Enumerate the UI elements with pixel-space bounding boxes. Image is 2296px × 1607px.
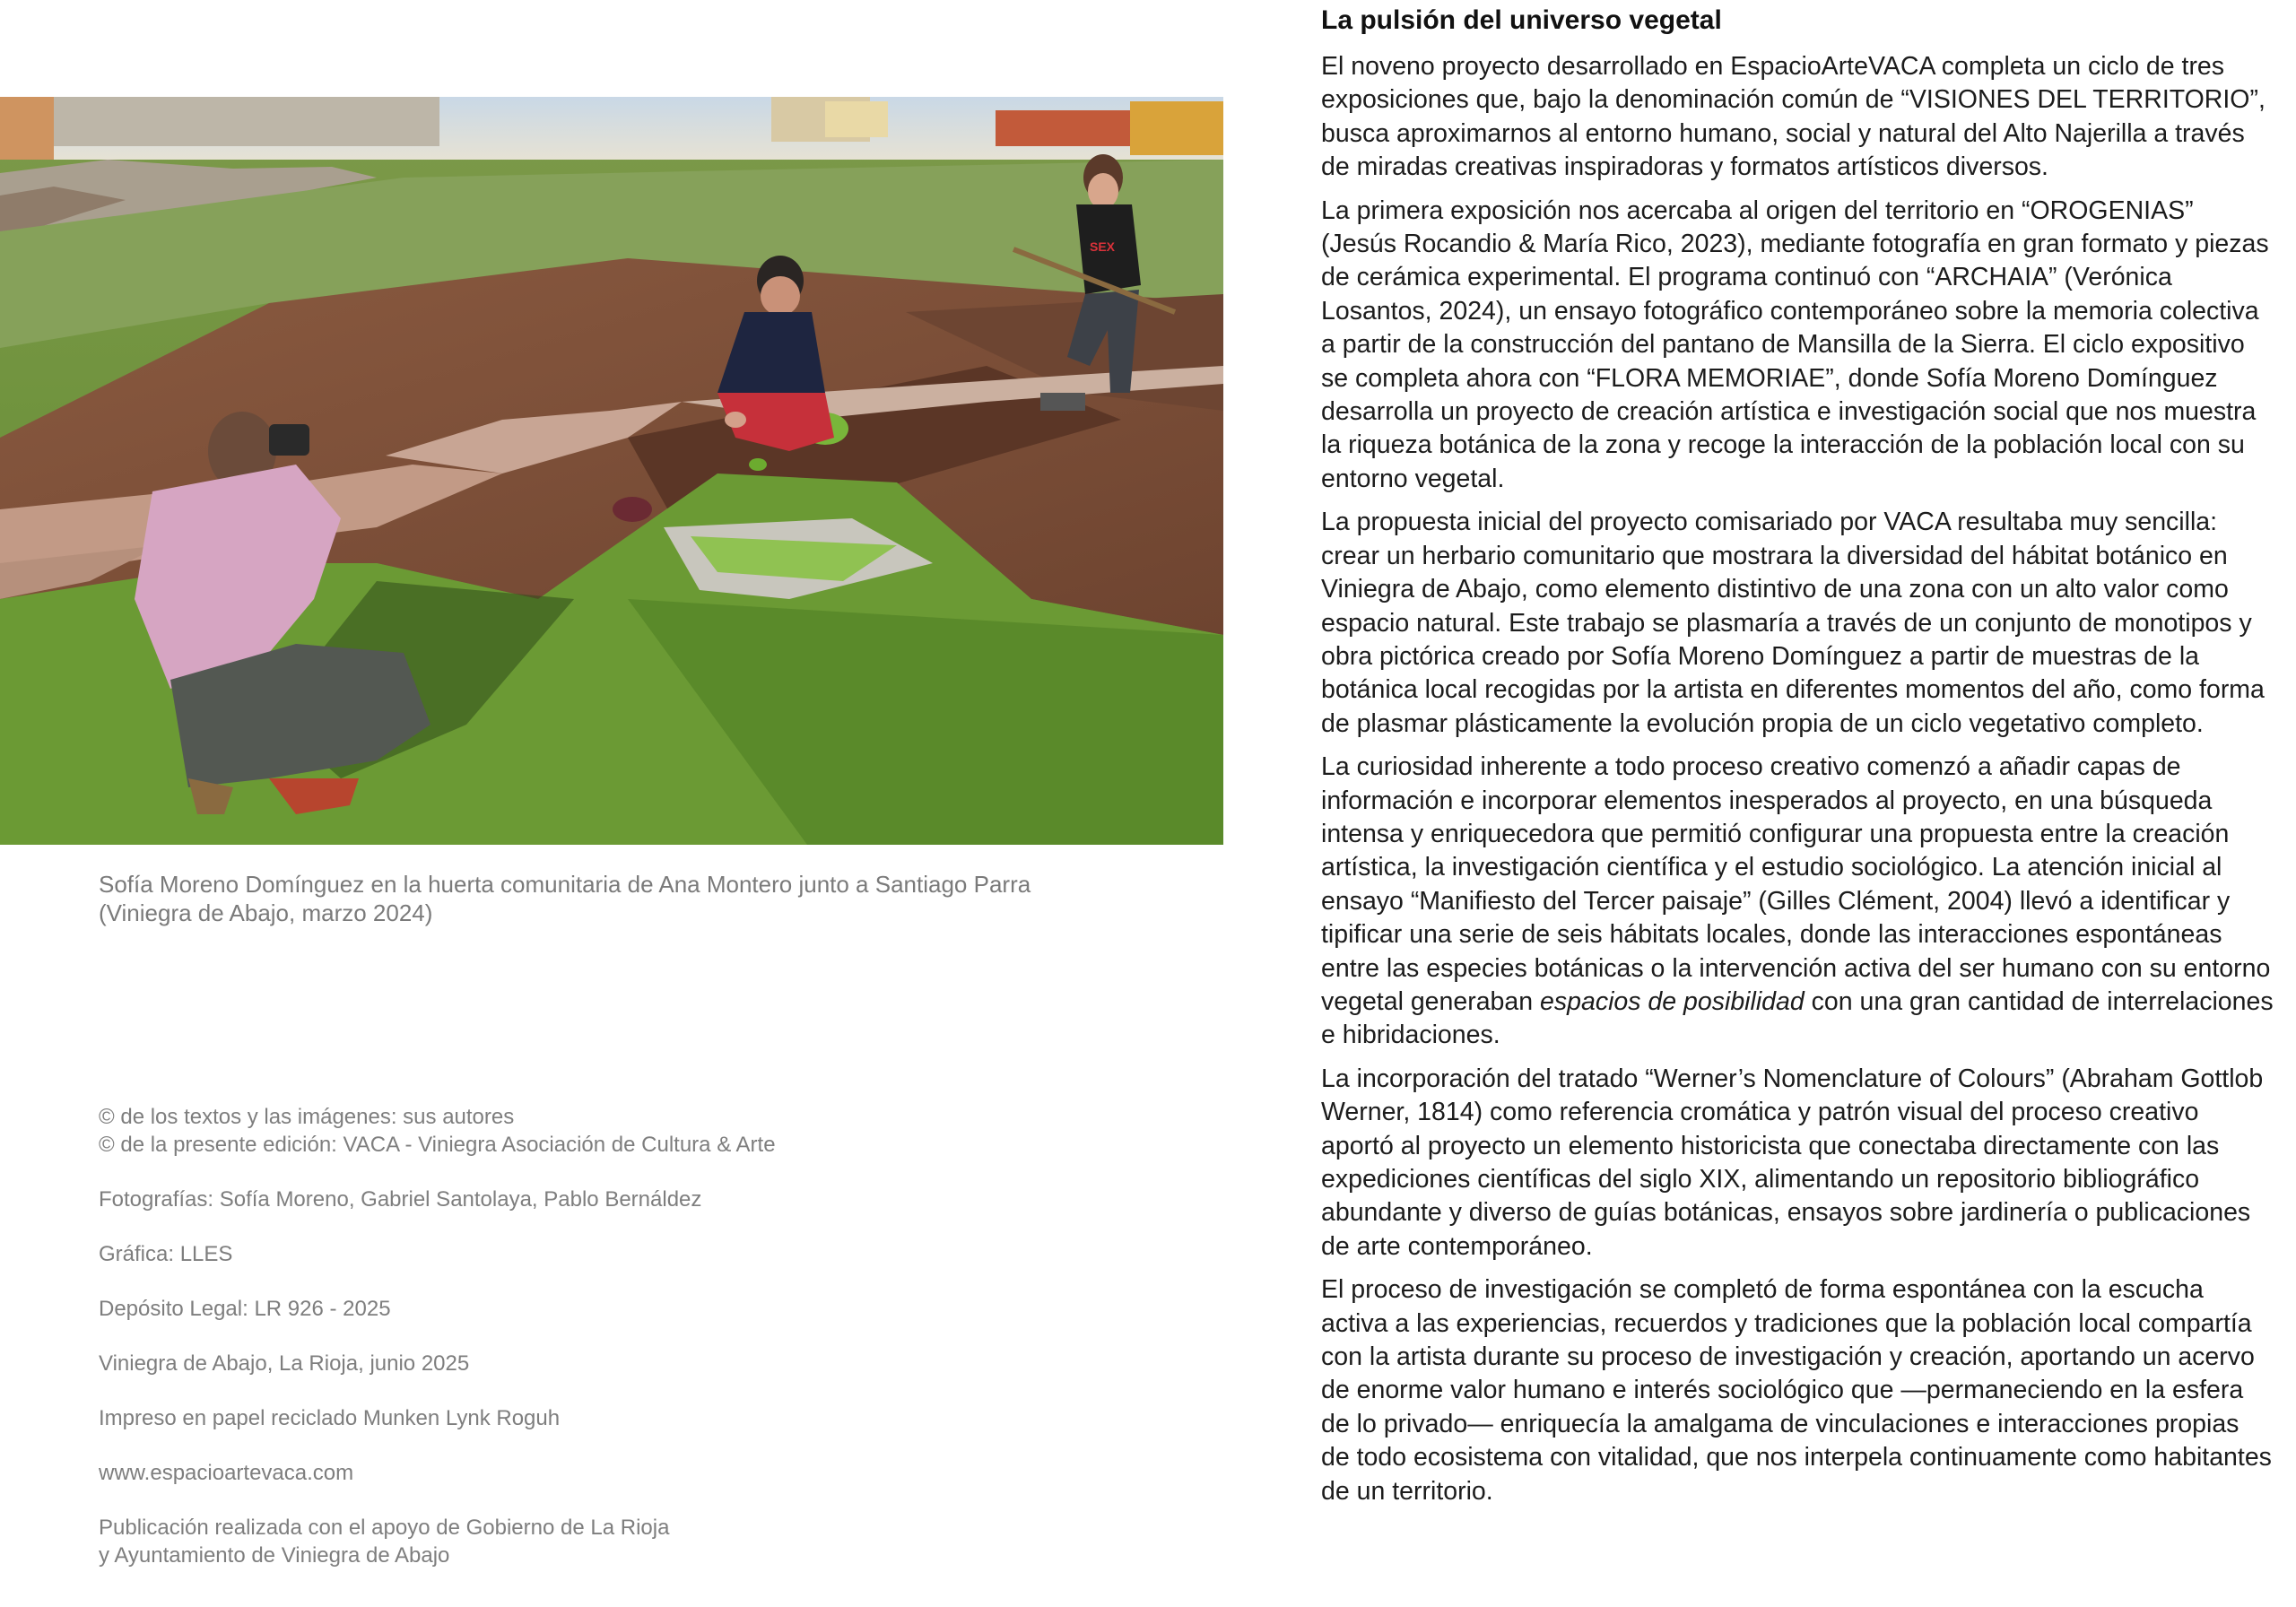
place-date: Viniegra de Abajo, La Rioja, junio 2025 [99,1351,470,1376]
photo-credits: Fotografías: Sofía Moreno, Gabriel Santolaya, Pablo Bernáldez [99,1187,702,1212]
support-line-2: y Ayuntamiento de Viniegra de Abajo [99,1543,450,1568]
paragraph-4-end: con una gran cantidad de interrelaciones e hibridaciones. [1321,986,2274,1050]
caption-line-2: (Viniegra de Abajo, marzo 2024) [99,899,433,926]
paragraph-5: La incorporación del tratado “Werner’s Nomenclature of Colours” (Abraham Gottlob Werner, 1814) como referencia cromática y patrón visual del proceso creativo aportó al proyecto un elemento historicista que conectaba directamente con las expediciones científicas del siglo XIX, alimentando un repositorio bibliográfico abundante y diverso de guías botánicas, ensayos sobre jardinería o publicaciones de arte contemporáneo. [1321,1064,2264,1261]
colophon [99,1103,996,1569]
paragraph-4-start: La curiosidad inherente a todo proceso creativo comenzó a añadir capas de información e incorporar elementos inesperados al proyecto, en una búsqueda intensa y enriquecedora que permitió configurar una propuesta entre la creación artística, la investigación científica y el estudio sociológico. La atención inicial al ensayo “Manifiesto del Tercer paisaje” (Gilles Clément, 2004) llevó a identificar y tipificar una serie de seis hábitats locales, donde las interacciones espontáneas entre las especies botánicas o la intervención activa del ser humano con su entorno vegetal generaban [1321,752,2271,1016]
support-line-1: Publicación realizada con el apoyo de Gobierno de La Rioja [99,1516,670,1540]
paragraph-1: El noveno proyecto desarrollado en EspacioArteVACA completa un ciclo de tres exposiciones que, bajo la denominación común de “VISIONES DEL TERRITORIO”, busca aproximarnos al entorno humano, social y natural del Alto Najerilla a través de miradas creativas inspiradoras y formatos artísticos diversos. [1321,52,2266,182]
website-link[interactable]: www.espacioartevaca.com [99,1461,354,1485]
legal-deposit: Depósito Legal: LR 926 - 2025 [99,1297,391,1321]
article [1321,4,2274,1518]
paragraph-2: La primera exposición nos acercaba al origen del territorio en “OROGENIAS” (Jesús Rocandio & María Rico, 2023), mediante fotografía en gran formato y piezas de cerámica experimental. El programa continuó con “ARCHAIA” (Verónica Losantos, 2024), un ensayo fotográfico contemporáneo sobre la memoria colectiva a partir de la construcción del pantano de Mansilla de la Sierra. El ciclo expositivo se completa ahora con “FLORA MEMORIAE”, donde Sofía Moreno Domínguez desarrolla un proyecto de creación artística e investigación social que nos muestra la riqueza botánica de la zona y recoge la interacción de la población local con su entorno vegetal. [1321,195,2269,493]
printing-info: Impreso en papel reciclado Munken Lynk Roguh [99,1406,561,1430]
copyright-texts: © de los textos y las imágenes: sus autores [99,1105,515,1129]
caption-line-1: Sofía Moreno Domínguez en la huerta comunitaria de Ana Montero junto a Santiago Parra [99,871,1031,898]
article-title: La pulsión del universo vegetal [1321,5,1722,35]
photo-caption [99,870,1157,927]
paragraph-6: El proceso de investigación se completó de forma espontánea con la escucha activa a las experiencias, recuerdos y tradiciones que la población local compartía con la artista durante su proceso de investigación y creación, aportando un acervo de enorme valor humano e interés sociológico que —permaneciendo en la esfera de lo privado— enriquecía la amalgama de vinculaciones e interacciones propias de todo ecosistema con vitalidad, que nos interpela continuamente como habitantes de un territorio. [1321,1275,2272,1506]
shirt-text: SEX [1090,239,1116,254]
paragraph-4-emphasis: espacios de posibilidad [1540,986,1805,1016]
paragraph-4 [1321,751,2274,1053]
graphic-credits: Gráfica: LLES [99,1242,233,1266]
copyright-edition: © de la presente edición: VACA - Viniegra Asociación de Cultura & Arte [99,1133,776,1157]
garden-photo [0,97,1223,845]
paragraph-3: La propuesta inicial del proyecto comisariado por VACA resultaba muy sencilla: crear un herbario comunitario que mostrara la diversidad del hábitat botánico en Viniegra de Abajo, como elemento distintivo de una zona con un alto valor como espacio natural. Este trabajo se plasmaría a través de un conjunto de monotipos y obra pictórica creado por Sofía Moreno Domínguez a partir de muestras de la botánica local recogidas por la artista en diferentes momentos del año, como forma de plasmar plásticamente la evolución propia de un ciclo vegetativo completo. [1321,508,2265,738]
